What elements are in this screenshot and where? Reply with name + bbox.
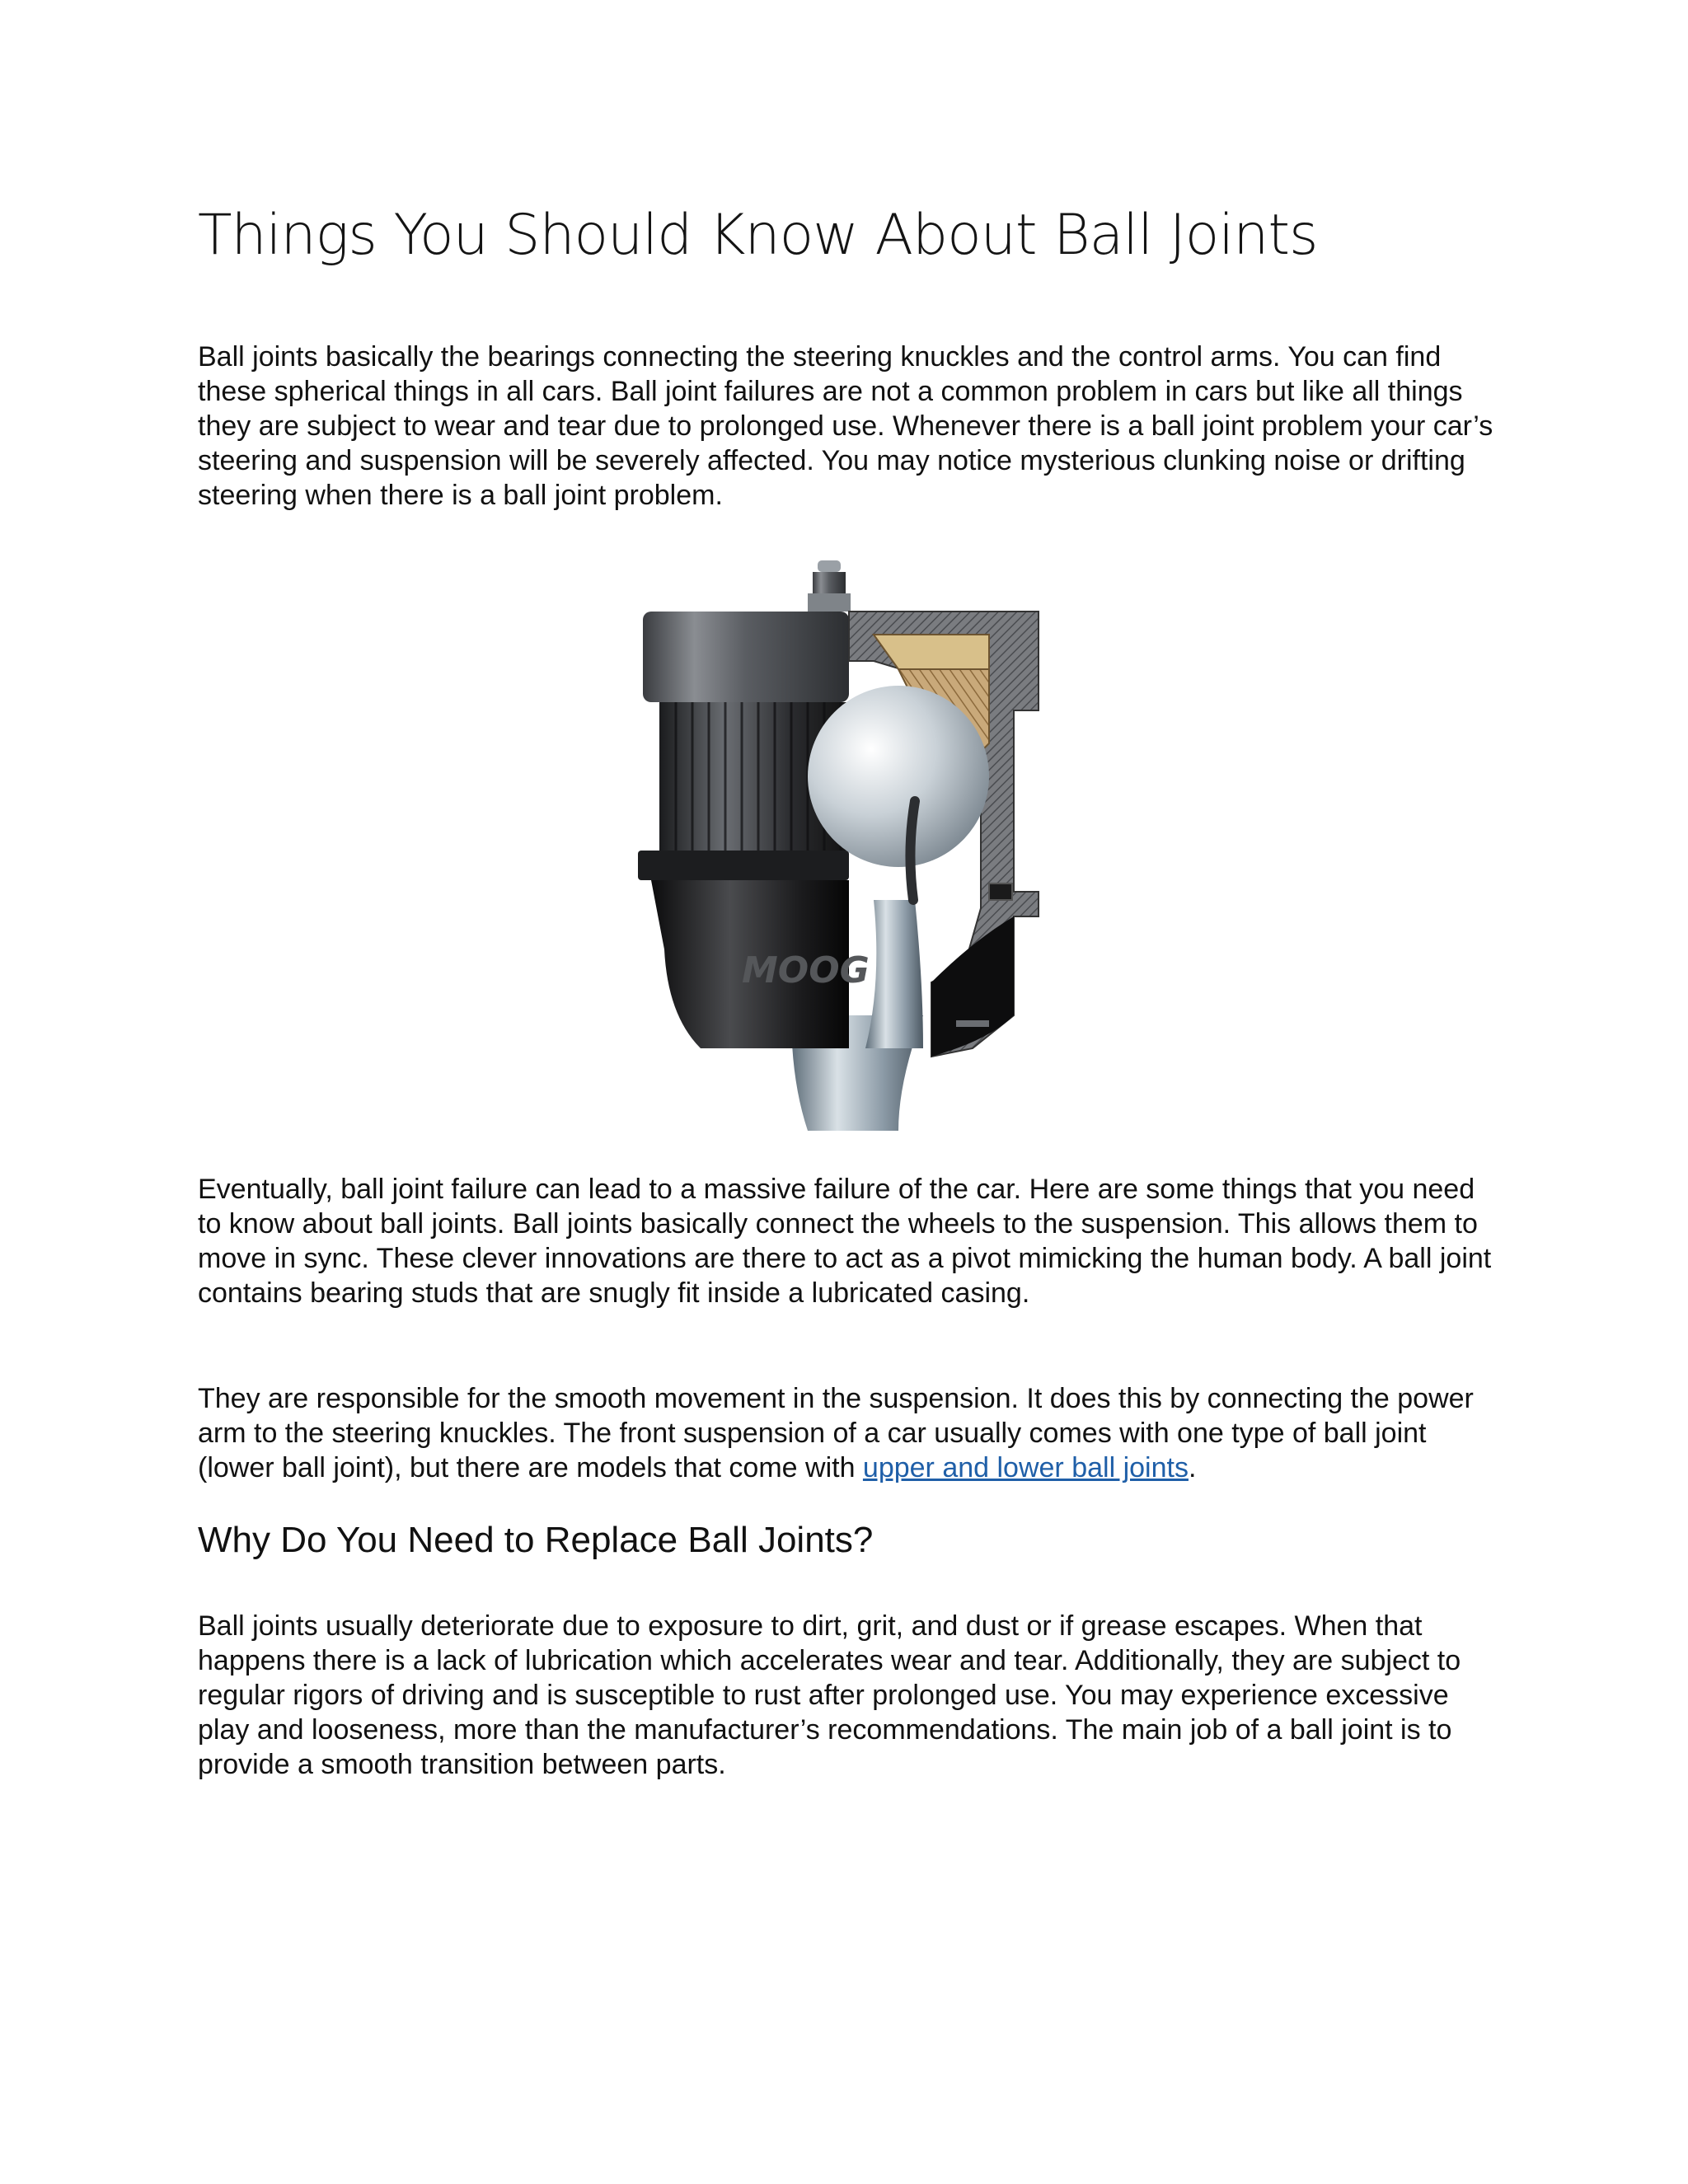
body-paragraph-2: Eventually, ball joint failure can lead to a massive failure of the car. Here are some things that you need to know about ball joints. Ball joints basically connect the wheels to the suspension. This allows them to move in sync. These clever innovations are there to act as a pivot mimicking the human body. A ball joint contains bearing studs that are snugly fit inside a lubricated casing. [198, 1174, 1492, 1309]
body-paragraph-3 [198, 1381, 1500, 1485]
upper-lower-ball-joints-link[interactable]: upper and lower ball joints [862, 1452, 1189, 1483]
intro-paragraph: Ball joints basically the bearings connecting the steering knuckles and the control arms. You can find these spherical things in all cars. Ball joint failures are not a common problem in cars but like all things they are subject to wear and tear due to prolonged use. Whenever there is a ball joint problem your car’s steering and suspension will be severely affected. You may notice mysterious clunking noise or drifting steering when there is a ball joint problem. [198, 341, 1493, 511]
ball-joint-illustration [626, 554, 1088, 1131]
boot-emboss-mark: MOOG [742, 949, 870, 991]
section-heading: Why Do You Need to Replace Ball Joints? [198, 1520, 874, 1560]
paragraph-3-end: . [1188, 1452, 1197, 1483]
document-page [198, 0, 1500, 2184]
paragraph-3-text: They are responsible for the smooth movement in the suspension. It does this by connecting the power arm to the steering knuckles. The front suspension of a car usually comes with one type of ball joint (lower ball joint), but there are models that come with [198, 1383, 1474, 1483]
body-paragraph-4: Ball joints usually deteriorate due to exposure to dirt, grit, and dust or if grease escapes. When that happens there is a lack of lubrication which accelerates wear and tear. Additionally, they are subject to regular rigors of driving and is susceptible to rust after prolonged use. You may experience excessive play and looseness, more than the manufacturer’s recommendations. The main job of a ball joint is to provide a smooth transition between parts. [198, 1610, 1461, 1780]
page-title: Things You Should Know About Ball Joints [198, 203, 1318, 268]
